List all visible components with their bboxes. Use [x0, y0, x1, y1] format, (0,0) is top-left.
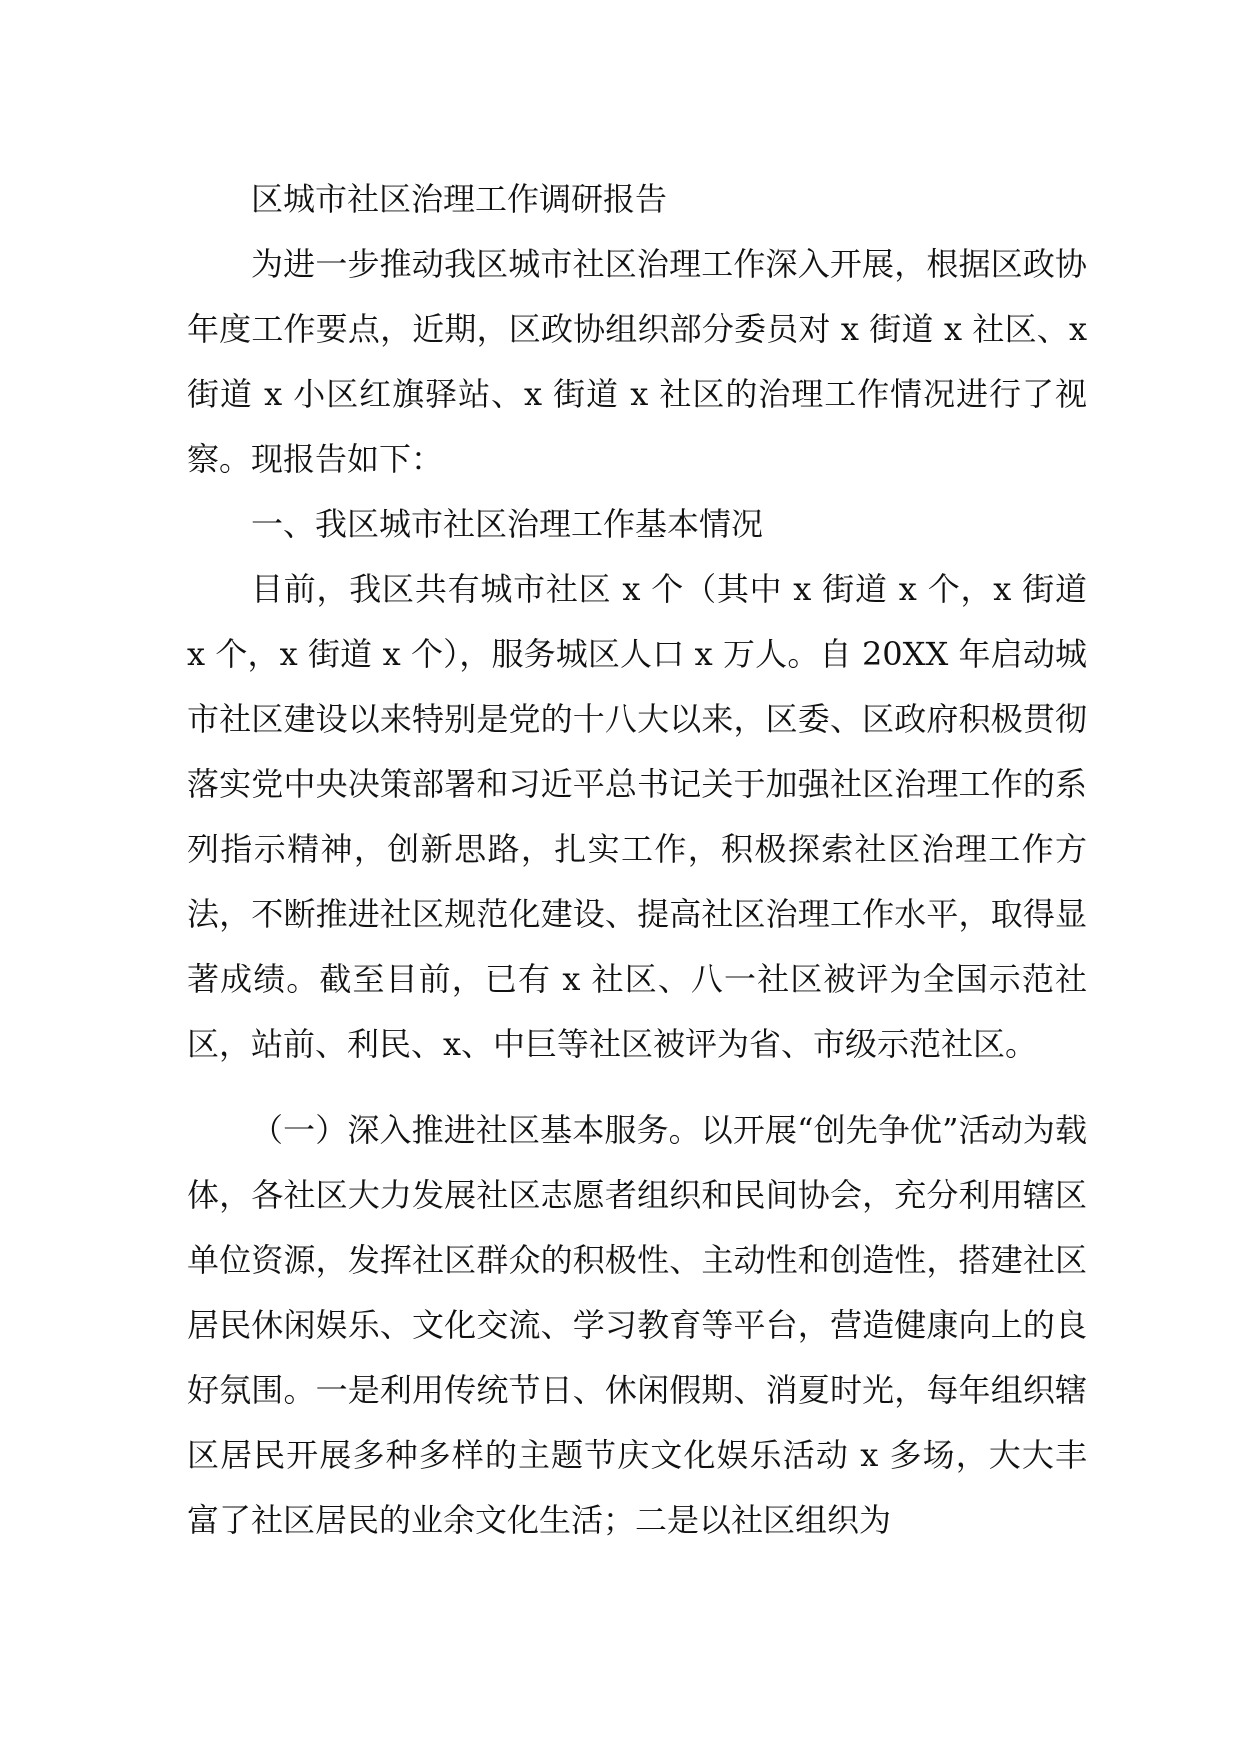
intro-paragraph: 为进一步推动我区城市社区治理工作深入开展，根据区政协年度工作要点，近期，区政协组织部分委员对 x 街道 x 社区、x 街道 x 小区红旗驿站、x 街道 x 社区的治理工作情况进行了视察。现报告如下： [187, 245, 1087, 478]
section-heading: 一、我区城市社区治理工作基本情况 [251, 505, 764, 543]
subsection-paragraph: （一）深入推进社区基本服务。以开展“创先争优”活动为载体，各社区大力发展社区志愿者组织和民间协会，充分利用辖区单位资源，发挥社区群众的积极性、主动性和创造性，搭建社区居民休闲娱乐、文化交流、学习教育等平台，营造健康向上的良好氛围。一是利用传统节日、休闲假期、消夏时光，每年组织辖区居民开展多种多样的主题节庆文化娱乐活动 x 多场，大大丰富了社区居民的业余文化生活；二是以社区组织为 [187, 1111, 1087, 1539]
body-paragraph: 目前，我区共有城市社区 x 个（其中 x 街道 x 个，x 街道 x 个，x 街道 x 个），服务城区人口 x 万人。自 20XX 年启动城市社区建设以来特别是党的十八大以来，区委、区政府积极贯彻落实党中央决策部署和习近平总书记关于加强社区治理工作的系列指示精神，创新思路，扎实工作，积极探索社区治理工作方法，不断推进社区规范化建设、提高社区治理工作水平，取得显著成绩。截至目前，已有 x 社区、八一社区被评为全国示范社区，站前、利民、x、中巨等社区被评为省、市级示范社区。 [187, 570, 1087, 1063]
document-title: 区城市社区治理工作调研报告 [251, 180, 668, 218]
document-body [187, 167, 1087, 1553]
